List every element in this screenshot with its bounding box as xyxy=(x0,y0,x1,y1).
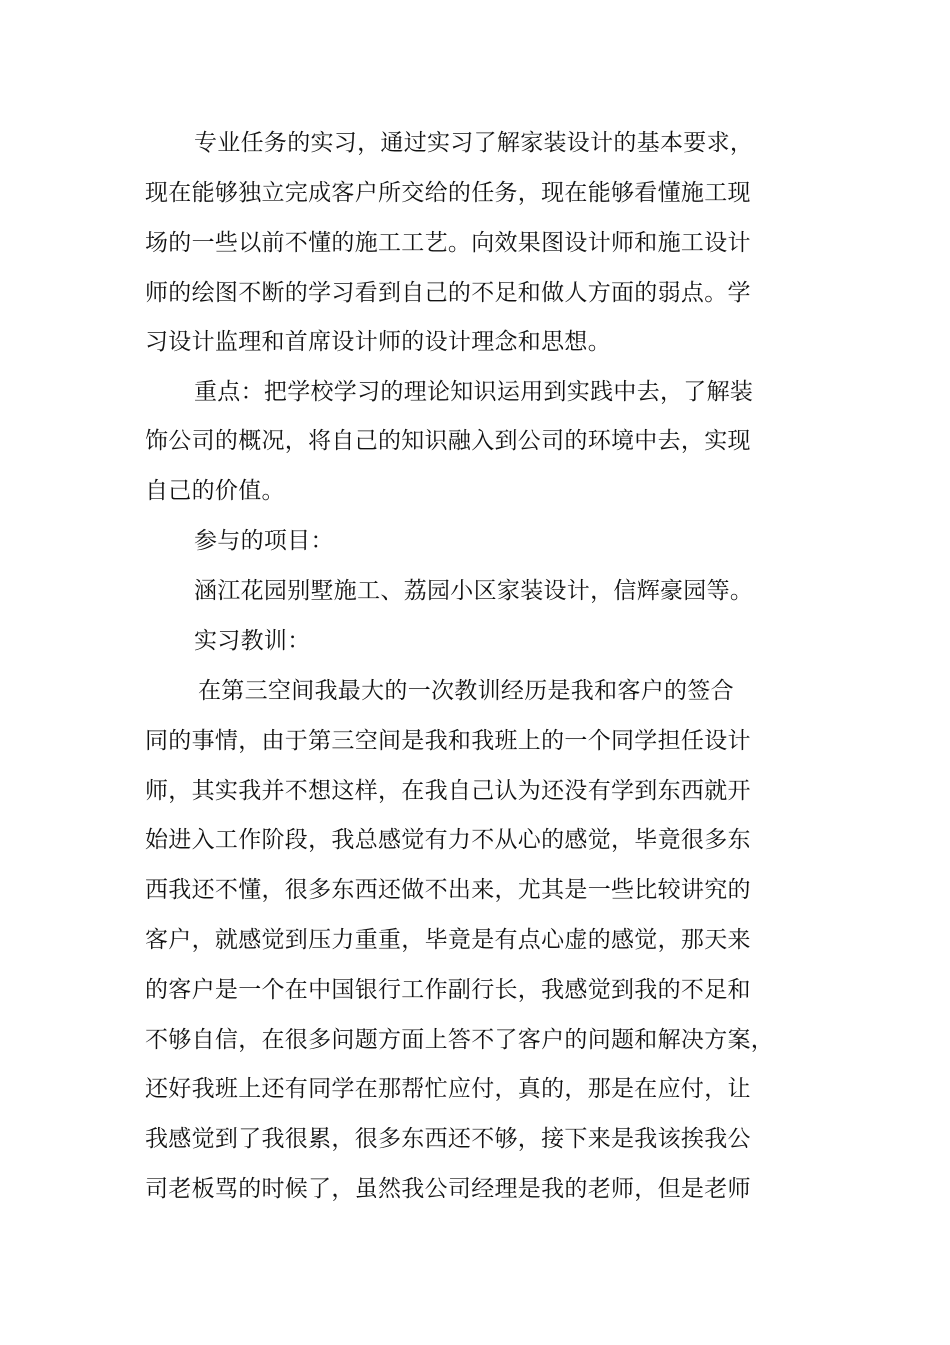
paragraph-line: 我感觉到了我很累，很多东西还不够，接下来是我该挨我公 xyxy=(145,1126,751,1152)
paragraph-line: 客户，就感觉到压力重重，毕竟是有点心虚的感觉，那天来 xyxy=(145,927,751,953)
section-heading: 参与的项目： xyxy=(194,528,334,554)
paragraph-line: 西我还不懂，很多东西还做不出来，尤其是一些比较讲究的 xyxy=(145,877,751,903)
paragraph-line: 师，其实我并不想这样，在我自己认为还没有学到东西就开 xyxy=(145,778,751,804)
paragraph-line: 饰公司的概况，将自己的知识融入到公司的环境中去，实现 xyxy=(145,428,751,454)
paragraph-line: 重点：把学校学习的理论知识运用到实践中去，了解装 xyxy=(194,379,754,405)
paragraph-line: 师的绘图不断的学习看到自己的不足和做人方面的弱点。学 xyxy=(145,280,751,306)
paragraph-line: 同的事情，由于第三空间是我和我班上的一个同学担任设计 xyxy=(145,728,751,754)
paragraph-line: 在第三空间我最大的一次教训经历是我和客户的签合 xyxy=(198,678,734,704)
paragraph-line: 涵江花园别墅施工、荔园小区家装设计，信辉豪园等。 xyxy=(194,578,754,604)
paragraph-line: 的客户是一个在中国银行工作副行长，我感觉到我的不足和 xyxy=(145,977,751,1003)
paragraph-line: 自己的价值。 xyxy=(145,478,285,504)
paragraph-line: 还好我班上还有同学在那帮忙应付，真的，那是在应付，让 xyxy=(145,1076,751,1102)
paragraph-line: 现在能够独立完成客户所交给的任务，现在能够看懂施工现 xyxy=(145,180,751,206)
paragraph-line: 习设计监理和首席设计师的设计理念和思想。 xyxy=(145,329,611,355)
paragraph-line: 始进入工作阶段，我总感觉有力不从心的感觉，毕竟很多东 xyxy=(145,827,751,853)
paragraph-line: 不够自信，在很多问题方面上答不了客户的问题和解决方案， xyxy=(145,1027,775,1053)
paragraph-line: 专业任务的实习，通过实习了解家装设计的基本要求， xyxy=(194,130,754,156)
paragraph-line: 司老板骂的时候了，虽然我公司经理是我的老师，但是老师 xyxy=(145,1176,751,1202)
paragraph-line: 场的一些以前不懂的施工工艺。向效果图设计师和施工设计 xyxy=(145,230,751,256)
section-heading: 实习教训： xyxy=(194,628,311,654)
